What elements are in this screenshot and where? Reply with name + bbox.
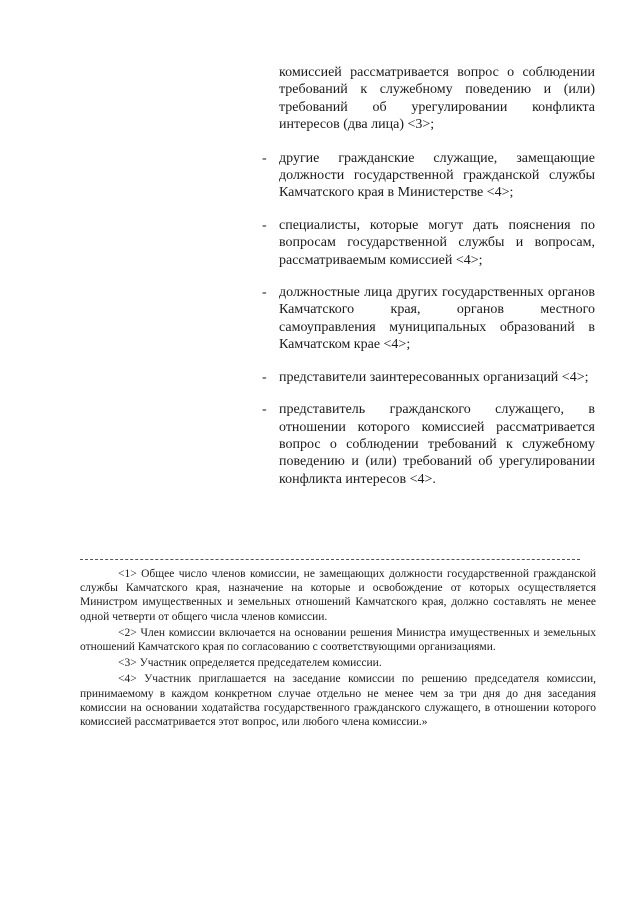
list-item-text: представители заинтересованных организаций <4>; <box>279 369 589 385</box>
list-dash: - <box>262 150 267 166</box>
list-item <box>262 284 595 354</box>
list-item <box>262 150 595 202</box>
list-item-text: специалисты, которые могут дать пояснения по вопросам государственной службы и вопросам, рассматриваемым комиссией <4>; <box>279 217 595 268</box>
footnote: <1> Общее число членов комиссии, не замещающих должности государственной гражданской службы Камчатского края, назначение на которые и освобождение от которых осуществляется Министром имущественных и земельных отношений Камчатского края, должно составлять не менее одной четверти от общего числа членов комиссии. <box>80 568 596 623</box>
participants-list <box>262 64 595 503</box>
footnote: <4> Участник приглашается на заседание комиссии по решению председателя комиссии, принимаемому в каждом конкретном случае отдельно не менее чем за три дня до дня заседания комиссии на основании ходатайства государственного гражданского служащего, в отношении которого комиссией рассматривается этот вопрос, или любого члена комиссии.» <box>80 673 596 729</box>
list-item-text: должностные лица других государственных органов Камчатского края, органов местного самоуправления муниципальных образований в Камчатском крае <4>; <box>279 285 595 353</box>
list-item <box>262 64 595 134</box>
footnotes <box>80 567 596 731</box>
list-item-text: другие гражданские служащие, замещающие должности государственной гражданской службы Камчатского края в Министерстве <4>; <box>279 150 595 201</box>
list-dash: - <box>262 402 267 418</box>
footnote: <2> Член комиссии включается на основании решения Министра имущественных и земельных отношений Камчатского края по согласованию с соответствующими организациями. <box>80 626 596 654</box>
list-item-text: комиссией рассматривается вопрос о соблюдении требований к служебному поведению и (или) требований об урегулировании конфликта интересов (два лица) <3>; <box>279 65 595 133</box>
list-item <box>262 217 595 269</box>
list-item <box>262 401 595 488</box>
footnote-separator <box>80 559 580 560</box>
list-item <box>262 369 595 386</box>
footnote: <3> Участник определяется председателем комиссии. <box>118 657 382 670</box>
list-dash: - <box>262 285 267 301</box>
list-dash: - <box>262 217 267 233</box>
list-dash: - <box>262 369 267 385</box>
list-item-text: представитель гражданского служащего, в отношении которого комиссией рассматривается вопрос о соблюдении требований к служебному поведению и (или) требований об урегулировании конфликта интересов <4>. <box>279 402 595 487</box>
